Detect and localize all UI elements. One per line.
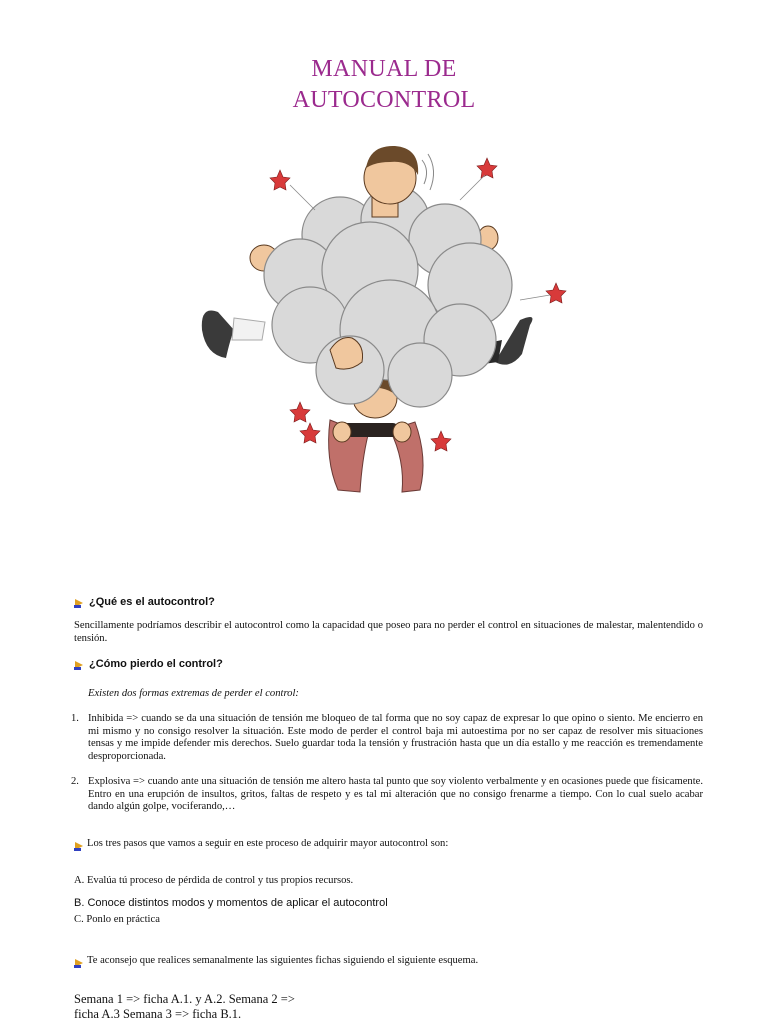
- colored-arrow-bullet-icon: [73, 957, 85, 969]
- section-intro-two-forms: Existen dos formas extremas de perder el control:: [88, 688, 299, 699]
- step-c: C. Ponlo en práctica: [74, 914, 160, 925]
- dust-cloud: [264, 186, 512, 407]
- document-title-line-2: AUTOCONTROL: [292, 87, 476, 113]
- left-shoe: [202, 310, 265, 358]
- schedule-line-2: ficha A.3 Semana 3 => ficha B.1.: [74, 1007, 242, 1021]
- angry-men-fighting-illustration: [190, 140, 570, 500]
- colored-arrow-bullet-icon: [73, 597, 85, 609]
- advice-text: Te aconsejo que realices semanalmente las siguientes fichas siguiendo el siguiente esquema.: [87, 955, 479, 966]
- section-heading-what-is: ¿Qué es el autocontrol?: [89, 596, 215, 608]
- section-paragraph-what-is: Sencillamente podríamos describir el autocontrol como la capacidad que poseo para no perder el control en situaciones de malestar, malentendido o tensión.: [74, 620, 703, 644]
- list-item-inhibida: Inhibida => cuando se da una situación de tensión me bloqueo de tal forma que no soy capaz de expresar lo que opino o siento. Me encierro en mi mismo y no consigo resolver la situación. Este modo de perder el control baja mi autoestima por no ser capaz de resolver mis situaciones tensas y me impide defender mis derechos. Suelo guardar toda la tensión y frustración hasta que un día estallo y me reacción es tremendamente desproporcionada.: [88, 713, 703, 762]
- schedule-line-1: Semana 1 => ficha A.1. y A.2. Semana 2 =>: [74, 992, 295, 1006]
- step-b: B. Conoce distintos modos y momentos de aplicar el autocontrol: [74, 897, 388, 909]
- step-a: A. Evalúa tú proceso de pérdida de control y tus propios recursos.: [74, 875, 354, 886]
- section-heading-how-lose: ¿Cómo pierdo el control?: [89, 658, 223, 670]
- colored-arrow-bullet-icon: [73, 840, 85, 852]
- list-item-explosiva: Explosiva => cuando ante una situación de tensión me altero hasta tal punto que soy violento verbalmente y en ocasiones puede que físicamente. Entro en una erupción de insultos, gritos, faltas de respeto y es tal mi alteración que no consigo frenarme a tiempo. Con lo cual suelo acabar dando algún golpe, vociferando,…: [88, 776, 703, 813]
- steps-intro-text: Los tres pasos que vamos a seguir en este proceso de adquirir mayor autocontrol son:: [87, 838, 449, 849]
- document-title-line-1: MANUAL DE: [311, 56, 457, 82]
- list-number-1: 1.: [71, 713, 79, 724]
- colored-arrow-bullet-icon: [73, 659, 85, 671]
- list-number-2: 2.: [71, 776, 79, 787]
